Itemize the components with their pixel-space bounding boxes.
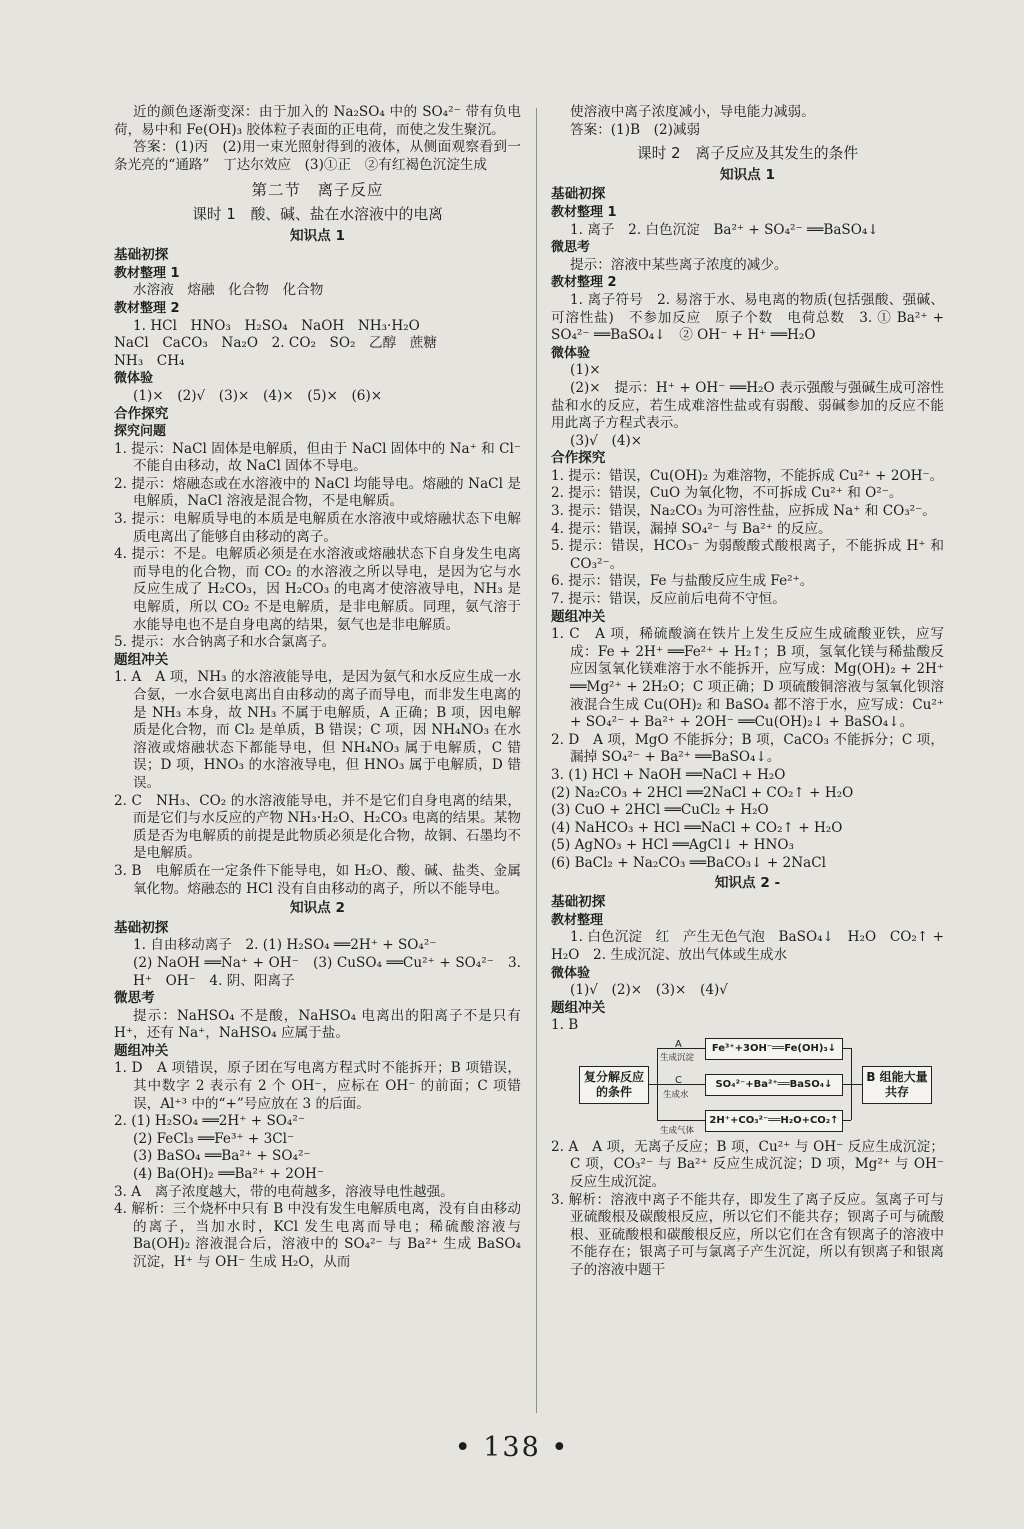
diagram-connector [842, 1120, 851, 1121]
knowledge-point-heading: 知识点 1 [290, 227, 345, 244]
equation-line: (3) CuO + 2HCl ══CuCl₂ + H₂O [551, 802, 769, 819]
answer-line: 答案：(1)B (2)减弱 [570, 121, 701, 138]
micro-experience-item: (1)× [570, 362, 601, 379]
intro-paragraph: 近的颜色逐渐变深：由于加入的 Na₂SO₄ 中的 SO₄²⁻ 带有负电荷，易中和 Fe(OH)₃ 胶体粒子表面的正电荷，而使之发生聚沉。 [114, 104, 521, 138]
micro-experience-label: 微体验 [551, 345, 591, 361]
diagram-branch-c: C [675, 1074, 682, 1086]
lesson-title: 课时 1 酸、碱、盐在水溶液中的电离 [192, 205, 443, 223]
micro-thinking-text: 提示：NaHSO₄ 不是酸，NaHSO₄ 电离出的阳离子不是只有 H⁺，还有 Na⁺，NaHSO₄ 应属于盐。 [114, 1007, 521, 1042]
inquiry-questions-label: 探究问题 [114, 424, 167, 440]
textbook-summary-label: 教材整理 1 [551, 204, 617, 220]
basics-heading: 基础初探 [114, 247, 169, 264]
textbook-summary-label: 教材整理 2 [114, 300, 180, 316]
diagram-equation-box: Fe³⁺+3OH⁻══Fe(OH)₃↓ [705, 1038, 843, 1060]
micro-thinking-text: 提示：溶液中某些离子浓度的减少。 [570, 256, 788, 273]
inquiry-item: 6. 提示：错误，Fe 与盐酸反应生成 Fe²⁺。 [551, 573, 814, 590]
equation-line: (2) Na₂CO₃ + 2HCl ══2NaCl + CO₂↑ + H₂O [551, 784, 854, 801]
inquiry-item: 3. 提示：电解质导电的本质是电解质在水溶液中或熔融状态下电解质电离出了能够自由移动的离子。 [114, 511, 521, 545]
exercise-item: 3. B 电解质在一定条件下能导电，如 H₂O、酸、碱、盐类、金属氧化物。熔融态的 HCl 没有自由移动的离子，所以不能导电。 [114, 862, 521, 897]
section-title: 第二节 离子反应 [251, 181, 384, 200]
inquiry-item: 5. 提示：水合钠离子和水合氯离子。 [114, 634, 336, 651]
diagram-connector [657, 1120, 705, 1121]
diagram-connector [648, 1084, 657, 1085]
micro-thinking-label: 微思考 [551, 240, 591, 256]
basics-heading: 基础初探 [551, 186, 606, 203]
right-column [551, 104, 944, 1280]
exercise-item: 2. D A 项，MgO 不能拆分；B 项，CaCO₃ 不能拆分；C 项，漏掉 SO₄²⁻ + Ba²⁺ ══BaSO₄↓。 [551, 731, 944, 766]
equation-line: (5) AgNO₃ + HCl ══AgCl↓ + HNO₃ [551, 837, 794, 854]
exercise-item: 2. C NH₃、CO₂ 的水溶液能导电，并不是它们自身电离的结果，而是它们与水反应的产物 NH₃·H₂O、H₂CO₃ 电离的结果。某物质是否为电解质的前提是此物质必须是化合物，故铜、石墨均不是电解质。 [114, 792, 521, 862]
left-column [114, 104, 521, 1272]
textbook-summary-text: 水溶液 熔融 化合物 化合物 [133, 282, 324, 299]
summary-line: NH₃ CH₄ [114, 352, 185, 369]
diagram-label-precipitate: 生成沉淀 [660, 1052, 695, 1063]
exercise-heading: 题组冲关 [114, 651, 169, 668]
textbook-summary-label: 教材整理 2 [551, 275, 617, 291]
micro-experience-item: (3)√ (4)× [570, 432, 643, 449]
micro-experience-text: (1)√ (2)× (3)× (4)√ [570, 982, 728, 999]
lesson-title: 课时 2 离子反应及其发生的条件 [636, 145, 859, 163]
textbook-summary-label: 教材整理 [551, 912, 604, 928]
continued-text: 使溶液中离子浓度减小，导电能力减弱。 [570, 104, 815, 120]
inquiry-item: 4. 提示：错误，漏掉 SO₄²⁻ 与 Ba²⁺ 的反应。 [551, 520, 832, 537]
exercise-item: 1. C A 项，稀硫酸滴在铁片上发生反应生成硫酸亚铁，应写成：Fe + 2H⁺ ══Fe²⁺ + H₂↑；B 项，氢氧化镁与稀盐酸反应因氢氧化镁难溶于水不能拆开，应写成：Mg(OH)₂ + 2H⁺ ══Mg²⁺ + 2H₂O；C 项正确；D 项硫酸铜溶液与氢氧化钡溶液混合生成 Cu(OH)₂ 和 BaSO₄ 都不溶于水，应写成：Cu²⁺ + SO₄²⁻ + Ba²⁺ + 2OH⁻ ══Cu(OH)₂↓ + BaSO₄↓。 [551, 626, 944, 731]
inquiry-item: 5. 提示：错误，HCO₃⁻ 为弱酸酸式酸根离子，不能拆成 H⁺ 和 CO₃²⁻。 [551, 538, 944, 572]
diagram-right-box: B 组能大量共存 [862, 1066, 932, 1104]
column-divider [536, 108, 537, 1413]
summary-line: 1. HCl HNO₃ H₂SO₄ NaOH NH₃·H₂O [133, 317, 420, 334]
exercise-item: 3. A 离子浓度越大，带的电荷越多，溶液导电性越强。 [114, 1183, 454, 1200]
exercise-heading: 题组冲关 [114, 1042, 169, 1059]
diagram-left-box: 复分解反应的条件 [579, 1066, 649, 1104]
page-number: • 138 • [454, 1432, 570, 1463]
exercise-heading: 题组冲关 [551, 999, 606, 1016]
textbook-summary-label: 教材整理 1 [114, 265, 180, 281]
exercise-item: 4. 解析：三个烧杯中只有 B 中没有发生电解质电离，没有自由移动的离子，当加水时，KCl 发生电离而导电；稀硫酸溶液与 Ba(OH)₂ 溶液混合后，溶液中的 SO₄²⁻ 与 Ba²⁺ 生成 BaSO₄ 沉淀，H⁺ 与 OH⁻ 生成 H₂O，从而 [114, 1201, 521, 1270]
inquiry-item: 1. 提示：错误，Cu(OH)₂ 为难溶物，不能拆成 Cu²⁺ + 2OH⁻。 [551, 467, 944, 484]
cooperative-inquiry-heading: 合作探究 [551, 450, 606, 467]
inquiry-item: 2. 提示：错误，CuO 为氧化物，不可拆成 Cu²⁺ 和 O²⁻。 [551, 485, 903, 502]
knowledge-point-heading: 知识点 2 - [714, 874, 781, 891]
diagram-equation-box: SO₄²⁻+Ba²⁺══BaSO₄↓ [705, 1074, 843, 1096]
inquiry-item: 7. 提示：错误，反应前后电荷不守恒。 [551, 591, 786, 608]
exercise-item: 2. A A 项，无离子反应；B 项，Cu²⁺ 与 OH⁻ 反应生成沉淀；C 项，CO₃²⁻ 与 Ba²⁺ 反应生成沉淀；D 项，Mg²⁺ 与 OH⁻ 反应生成沉淀。 [551, 1138, 944, 1191]
knowledge-point-heading: 知识点 1 [720, 166, 775, 183]
basics-heading: 基础初探 [551, 894, 606, 911]
exercise-item: 1. A A 项，NH₃ 的水溶液能导电，是因为氨气和水反应生成一水合氨，一水合氨电离出自由移动的离子而导电，而非发生电离的是 NH₃ 本身，故 NH₃ 不属于电解质，A 正确；B 项，因电解质是化合物，而 Cl₂ 是单质，B 错误；C 项，因 NH₄NO₃ 在水溶液或熔融状态下都能导电，但 NH₄NO₃ 属于电解质，C 错误；D 项，HNO₃ 的水溶液导电，但 HNO₃ 属于电解质，D 错误。 [114, 669, 521, 791]
kp2-line: (2) NaOH ══Na⁺ + OH⁻ (3) CuSO₄ ══Cu²⁺ + SO₄²⁻ 3. H⁺ OH⁻ 4. 阴、阳离子 [133, 954, 521, 989]
inquiry-item: 3. 提示：错误，Na₂CO₃ 为可溶性盐，应拆成 Na⁺ 和 CO₃²⁻。 [551, 503, 936, 520]
exercise-item: 3. (1) HCl + NaOH ══NaCl + H₂O [551, 766, 786, 783]
inquiry-item: 2. 提示：熔融态或在水溶液中的 NaCl 均能导电。熔融的 NaCl 是电解质，NaCl 溶液是混合物，不是电解质。 [114, 475, 521, 510]
basics-heading: 基础初探 [114, 919, 169, 936]
diagram-branch-a: A [675, 1038, 682, 1050]
exercise-item: 2. (1) H₂SO₄ ══2H⁺ + SO₄²⁻ [114, 1113, 306, 1130]
inquiry-item: 1. 提示：NaCl 固体是电解质，但由于 NaCl 固体中的 Na⁺ 和 Cl⁻ 不能自由移动，故 NaCl 固体不导电。 [114, 440, 521, 475]
equation-line: (4) Ba(OH)₂ ══Ba²⁺ + 2OH⁻ [133, 1166, 325, 1183]
exercise-item: 1. B [551, 1017, 579, 1034]
exercise-item: 3. 解析：溶液中离子不能共存，即发生了离子反应。氢离子可与亚硫酸根及碳酸根反应，所以它们不能共存；钡离子可与硫酸根、亚硫酸根和碳酸根反应，所以它们在含有钡离子的溶液中不能存在；银离子可与氯离子产生沉淀，所以有钡离子和银离子的溶液中题干 [551, 1191, 944, 1279]
textbook-summary-text: 1. 白色沉淀 红 产生无色气泡 BaSO₄↓ H₂O CO₂↑ + H₂O 2. 生成沉淀、放出气体或生成水 [551, 929, 944, 963]
equation-line: (3) BaSO₄ ══Ba²⁺ + SO₄²⁻ [133, 1148, 311, 1165]
textbook-summary-text: 1. 离子符号 2. 易溶于水、易电离的物质(包括强酸、强碱、可溶性盐) 不参加反应 原子个数 电荷总数 3. ① Ba²⁺ + SO₄²⁻ ══BaSO₄↓ ② OH⁻ + H⁺ ══H₂O [551, 291, 944, 344]
reaction-conditions-diagram [551, 1039, 944, 1139]
diagram-equation-box: 2H⁺+CO₃²⁻══H₂O+CO₂↑ [705, 1110, 843, 1132]
micro-experience-label: 微体验 [551, 965, 591, 981]
diagram-connector [842, 1084, 862, 1085]
summary-line: NaCl CaCO₃ Na₂O 2. CO₂ SO₂ 乙醇 蔗糖 [114, 335, 437, 352]
micro-thinking-heading: 微思考 [114, 990, 155, 1007]
intro-answer: 答案：(1)丙 (2)用一束光照射得到的液体，从侧面观察看到一条光亮的“通路” 丁达尔效应 (3)①正 ②有红褐色沉淀生成 [114, 139, 521, 173]
equation-line: (4) NaHCO₃ + HCl ══NaCl + CO₂↑ + H₂O [551, 819, 843, 836]
equation-line: (2) FeCl₃ ══Fe³⁺ + 3Cl⁻ [133, 1130, 295, 1147]
textbook-summary-text: 1. 离子 2. 白色沉淀 Ba²⁺ + SO₄²⁻ ══BaSO₄↓ [570, 221, 879, 238]
exercise-heading: 题组冲关 [551, 608, 606, 625]
micro-experience-text: (1)× (2)√ (3)× (4)× (5)× (6)× [133, 387, 383, 404]
kp2-line: 1. 自由移动离子 2. (1) H₂SO₄ ══2H⁺ + SO₄²⁻ [133, 937, 437, 954]
diagram-connector [842, 1048, 851, 1049]
equation-line: (6) BaCl₂ + Na₂CO₃ ══BaCO₃↓ + 2NaCl [551, 854, 826, 871]
micro-experience-label: 微体验 [114, 371, 154, 387]
knowledge-point-heading: 知识点 2 [290, 900, 345, 917]
diagram-label-gas: 生成气体 [660, 1125, 695, 1136]
exercise-item: 1. D A 项错误，原子团在写电离方程式时不能拆开；B 项错误，其中数字 2 表示有 2 个 OH⁻，应标在 OH⁻ 的前面；C 项错误，Al⁺³ 中的“+”号应放在 3 的后面。 [114, 1060, 521, 1112]
micro-experience-item: (2)× 提示：H⁺ + OH⁻ ══H₂O 表示强酸与强碱生成可溶性盐和水的反应，若生成难溶性盐或有弱酸、弱碱参加的反应不能用此离子方程式表示。 [551, 379, 944, 432]
cooperative-inquiry-heading: 合作探究 [114, 405, 169, 422]
diagram-label-water: 生成水 [663, 1089, 689, 1100]
inquiry-item: 4. 提示：不是。电解质必须是在水溶液或熔融状态下自身发生电离而导电的化合物，而 CO₂ 的水溶液之所以导电，是因为它与水反应生成了 H₂CO₃，因 H₂CO₃ 的电离才使溶液导电，NH₃ 是电解质，所以 CO₂ 不是电解质，是非电解质。同理，氨气溶于水能导电也不是自身电离的结果，氨气也是非电解质。 [114, 546, 521, 633]
